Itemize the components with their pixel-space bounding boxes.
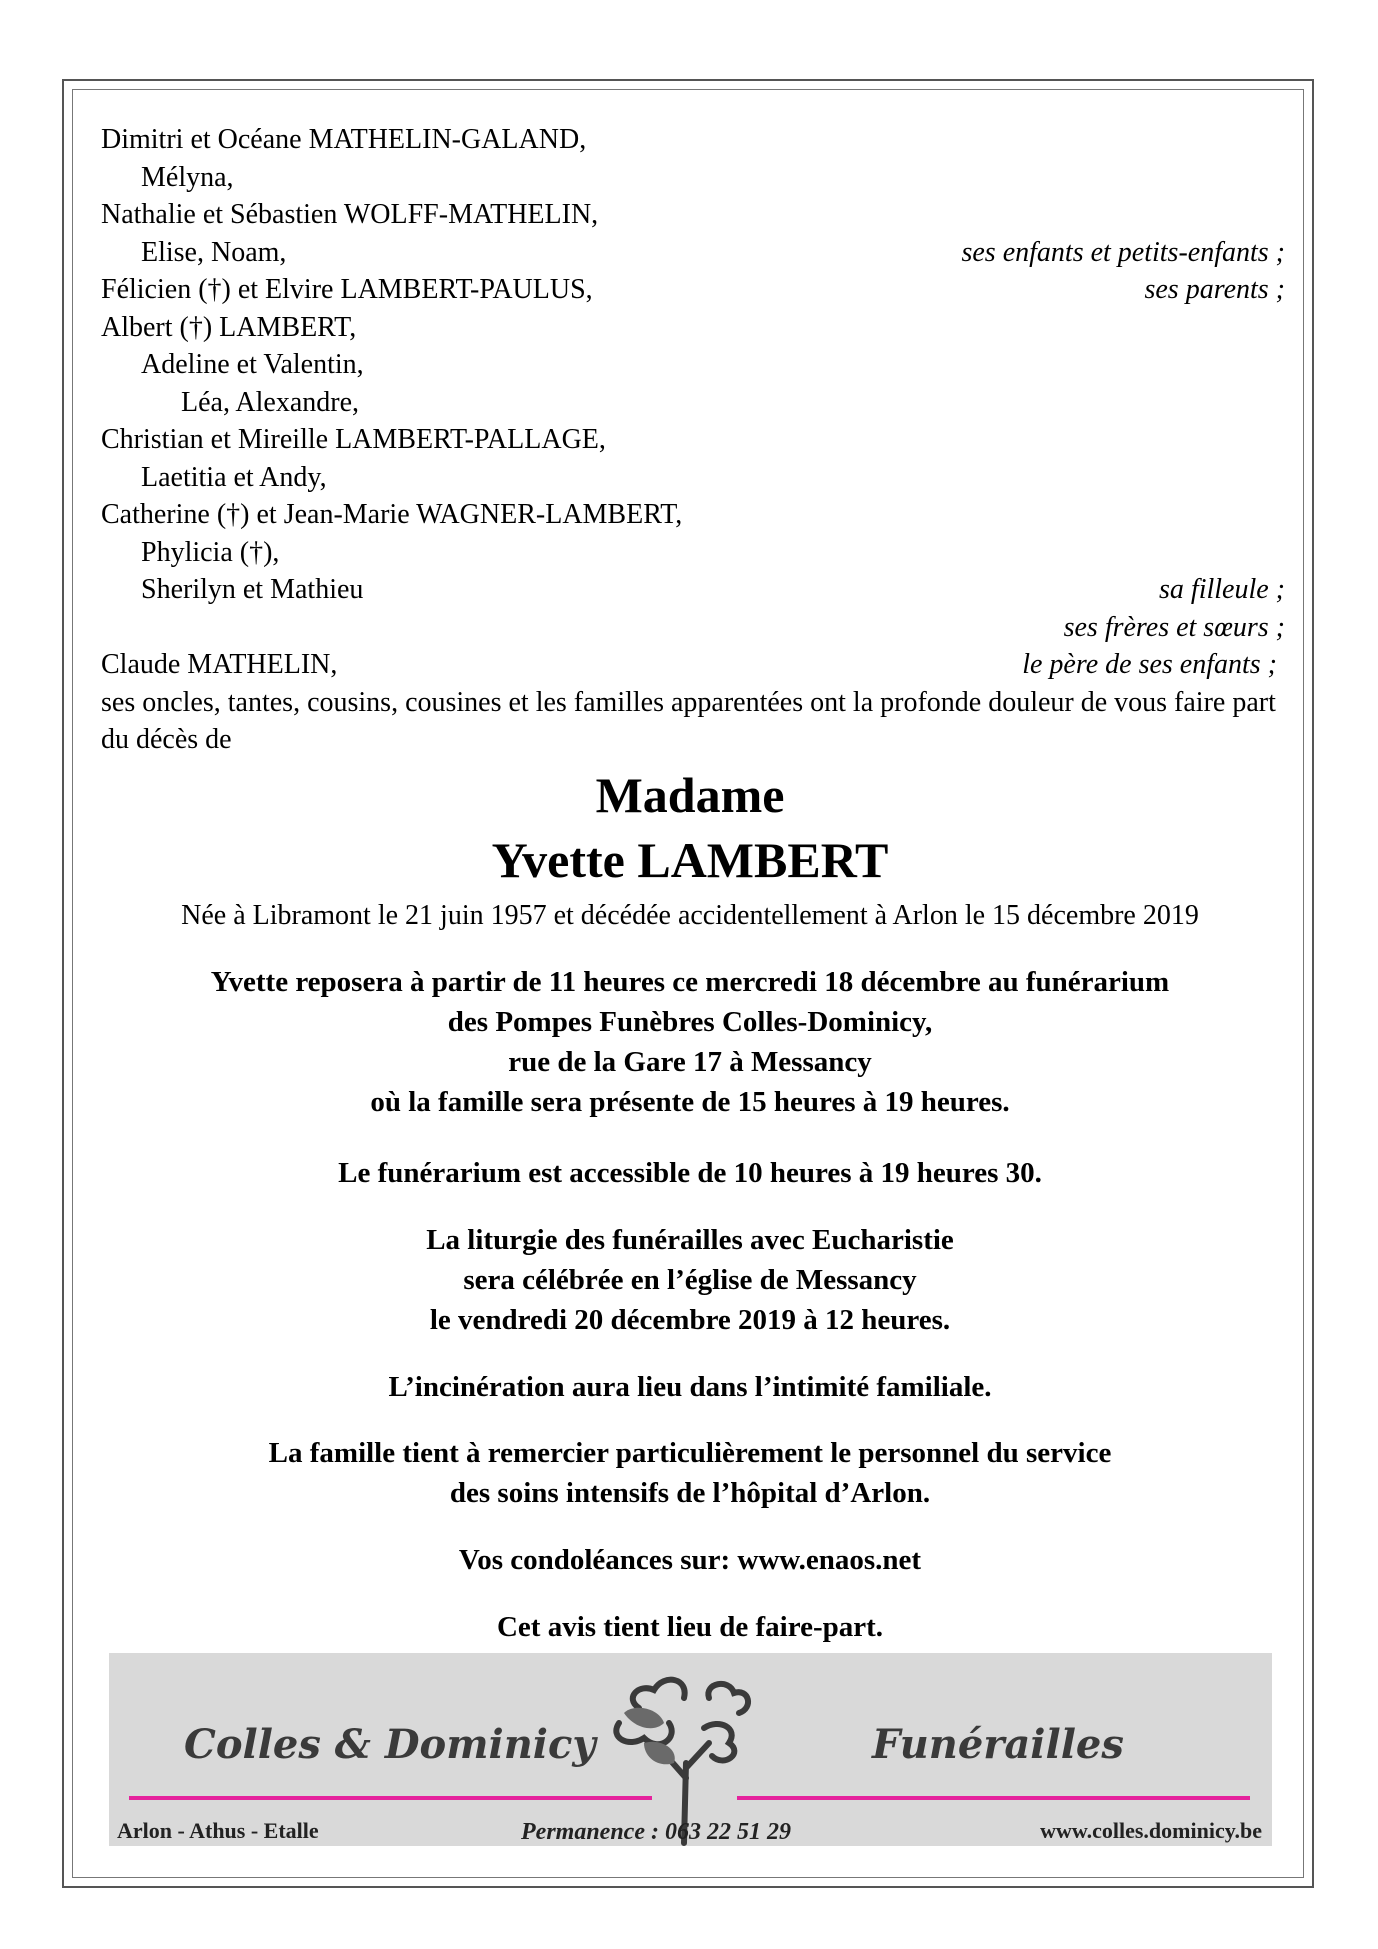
thanks-line: des soins intensifs de l’hôpital d’Arlon.	[449, 1477, 931, 1509]
family-relation: ses parents ;	[1144, 274, 1285, 305]
family-member-name: Nathalie et Sébastien WOLFF-MATHELIN,	[101, 199, 599, 230]
accent-line-left	[129, 1796, 652, 1800]
family-relation: le père de ses enfants ;	[1022, 649, 1277, 680]
family-line	[101, 534, 1285, 572]
website-link[interactable]: www.colles.dominicy.be	[1040, 1818, 1262, 1843]
condolences-link[interactable]: Vos condoléances sur: www.enaos.net	[458, 1544, 922, 1576]
thanks-info	[90, 1433, 1290, 1513]
funerarium-hours: Le funérarium est accessible de 10 heures à 19 heures 30.	[338, 1157, 1042, 1189]
family-line	[101, 271, 1285, 309]
family-line	[101, 571, 1285, 609]
deceased-name: Yvette LAMBERT	[491, 832, 889, 888]
family-line	[101, 234, 1285, 272]
family-member-name: Félicien (†) et Elvire LAMBERT-PAULUS,	[101, 274, 593, 305]
family-member-name: Adeline et Valentin,	[141, 349, 364, 380]
family-line	[101, 496, 1285, 534]
family-member-name: Dimitri et Océane MATHELIN-GALAND,	[101, 124, 587, 155]
family-member-name: Catherine (†) et Jean-Marie WAGNER-LAMBERT,	[101, 499, 683, 530]
notice-text: Cet avis tient lieu de faire-part.	[496, 1611, 884, 1643]
family-member-name: Laetitia et Andy,	[141, 461, 327, 493]
visitation-line: Yvette reposera à partir de 11 heures ce mercredi 18 décembre au funérarium	[210, 966, 1170, 998]
visitation-info	[90, 962, 1290, 1122]
cremation-info: L’incinération aura lieu dans l’intimité familiale.	[388, 1371, 992, 1403]
family-member-name: Mélyna,	[141, 161, 234, 193]
family-relation: ses frères et sœurs ;	[1063, 611, 1285, 643]
family-relation: sa filleule ;	[1159, 574, 1285, 605]
visitation-line: des Pompes Funèbres Colles-Dominicy,	[447, 1006, 933, 1038]
family-list	[101, 121, 1285, 759]
visitation-line: où la famille sera présente de 15 heures à 19 heures.	[370, 1086, 1010, 1118]
birth-death-info: Née à Libramont le 21 juin 1957 et décédée accidentellement à Arlon le 15 décembre 2019	[181, 900, 1199, 931]
family-member-name: Elise, Noam,	[141, 236, 287, 268]
brand-tagline: Funérailles	[872, 1721, 1124, 1768]
towns-list: Arlon - Athus - Etalle	[117, 1818, 319, 1843]
family-line	[101, 196, 1285, 234]
liturgy-line: le vendredi 20 décembre 2019 à 12 heures.	[429, 1304, 951, 1336]
family-relation: ses enfants et petits-enfants ;	[961, 236, 1285, 268]
visitation-line: rue de la Gare 17 à Messancy	[508, 1046, 872, 1078]
family-member-name: Albert (†) LAMBERT,	[101, 311, 357, 343]
accent-line-right	[737, 1796, 1250, 1800]
liturgy-line: sera célébrée en l’église de Messancy	[463, 1264, 917, 1296]
family-line	[101, 121, 1285, 159]
family-line	[101, 609, 1285, 647]
family-member-name: Léa, Alexandre,	[181, 386, 360, 418]
family-line	[101, 421, 1285, 459]
family-line	[101, 159, 1285, 197]
family-line	[101, 646, 1285, 684]
liturgy-line: La liturgie des funérailles avec Eucharistie	[426, 1224, 954, 1256]
deceased-title: Madame	[595, 767, 785, 823]
closing-text: ses oncles, tantes, cousins, cousines et les familles apparentées ont la profonde douleur de vous faire part du décès de	[101, 686, 1276, 755]
family-line	[101, 346, 1285, 384]
thanks-line: La famille tient à remercier particulièrement le personnel du service	[268, 1437, 1112, 1469]
phone-number: Permanence : 063 22 51 29	[521, 1819, 791, 1845]
family-member-name: Christian et Mireille LAMBERT-PALLAGE,	[101, 424, 606, 455]
funeral-home-banner	[109, 1653, 1272, 1846]
family-member-name: Phylicia (†),	[141, 536, 280, 568]
family-line	[101, 309, 1285, 347]
family-member-name: Sherilyn et Mathieu	[141, 574, 364, 605]
brand-name: Colles & Dominicy	[184, 1721, 596, 1768]
family-line	[101, 384, 1285, 422]
liturgy-info	[90, 1220, 1290, 1340]
family-member-name: Claude MATHELIN,	[101, 649, 338, 680]
family-line	[101, 459, 1285, 497]
